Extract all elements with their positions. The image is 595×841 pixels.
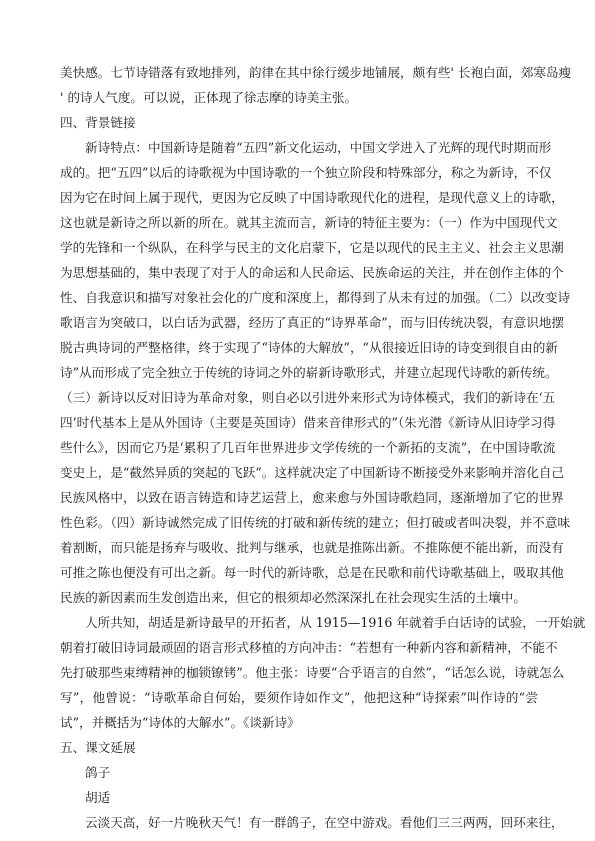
paragraph-line: 朝着打破旧诗词最顽固的语言形式移植的方向冲击：“若想有一种新内容和新精神，不能不 (60, 640, 558, 655)
poem-author: 胡适 (85, 790, 111, 805)
paragraph-line: 先打破那些束缚精神的枷锁镣铐”。他主张：诗要“合乎语言的自然”，“话怎么说，诗就怎么 (60, 665, 565, 680)
paragraph-line: 人所共知，胡适是新诗最早的开拓者，从 1915—1916 年就着手白话诗的试验，一开始就 (85, 615, 586, 630)
paragraph-line: 学的先锋和一个纵队，在科学与民主的文化启蒙下，它是以现代的民主主义、社会主义思潮 (60, 240, 564, 255)
paragraph-line: 可推之陈也便没有可出之新。每一时代的新诗歌，总是在民歌和前代诗歌基础上，吸取其他 (60, 565, 564, 580)
paragraph-line: 美快感。七节诗错落有致地排列，韵律在其中徐行缓步地铺展，颇有些' 长袍白面，郊寒岛瘦 (60, 65, 572, 80)
paragraph-line: 写”，他曾说：“诗歌革命自何始，要须作诗如作文”，他把这种“诗探索”叫作诗的“尝 (60, 690, 538, 705)
paragraph-line: 性色彩。（四）新诗诚然完成了旧传统的打破和新传统的建立；但打破或者叫决裂，并不意味 (60, 515, 571, 530)
section-heading: 四、背景链接 (60, 115, 136, 130)
paragraph-line: 脱古典诗词的严整格律，终于实现了“诗体的大解放”，“从很接近旧诗的诗变到很自由的新 (60, 340, 558, 355)
paragraph-line: 诗”从而形成了完全独立于传统的诗词之外的崭新诗歌形式，并建立起现代诗歌的新传统。 (60, 365, 558, 380)
paragraph-line: 为思想基础的，集中表现了对于人的命运和人民命运、民族命运的关注，并在创作主体的个 (60, 265, 564, 280)
paragraph-line: 新诗特点：中国新诗是随着“五四”新文化运动，中国文学进入了光辉的现代时期而形 (85, 140, 552, 155)
paragraph-line: 试”，并概括为“诗体的大解水”。《谈新诗》 (60, 715, 300, 730)
paragraph-line: 着割断，而只能是扬弃与吸收、批判与继承，也就是推陈出新。不推陈便不能出新，而没有 (60, 540, 564, 555)
section-heading: 五、课文延展 (60, 740, 136, 755)
paragraph-line: 民族的新因素而生发创造出来，但它的根须却必然深深扎在社会现实生活的土壤中。 (60, 590, 526, 605)
paragraph-line: （三）新诗以反对旧诗为革命对象，则自必以引进外来形式为诗体模式，我们的新诗在‘五 (60, 390, 556, 405)
paragraph-line: 民族风格中，以致在语言铸造和诗艺运营上，愈来愈与外国诗歌趋同，逐渐增加了它的世界 (60, 490, 564, 505)
poem-line: 云淡天高，好一片晚秋天气！有一群鸽子，在空中游戏。看他们三三两两，回环来往， (85, 815, 564, 830)
paragraph-line: 四’时代基本上是从外国诗（主要是英国诗）借来音律形式的”（朱光潜《新诗从旧诗学习得 (60, 415, 556, 430)
paragraph-line: 这也就是新诗之所以新的所在。就其主流而言，新诗的特征主要为：（一）作为中国现代文 (60, 215, 558, 230)
paragraph-line: 因为它在时间上属于现代，更因为它反映了中国诗歌现代化的进程，是现代意义上的诗歌， (60, 190, 564, 205)
paragraph-line: 变史上，是“截然异质的突起的飞跃”。这样就决定了中国新诗不断接受外来影响并溶化自己 (60, 465, 565, 480)
paragraph-line: 性、自我意识和描写对象社会化的广度和深度上，都得到了从未有过的加强。（二）以改变诗 (60, 290, 571, 305)
paragraph-line: 些什么》，因而它乃是‘累积了几百年世界进步文学传统的一个新拓的支流”，在中国诗歌流 (60, 440, 556, 455)
paragraph-line: 歌语言为突破口，以白话为武器，经历了真正的“诗界革命”，而与旧传统决裂，有意识地摆 (60, 315, 565, 330)
paragraph-line: 成的。把“五四”以后的诗歌视为中国诗歌的一个独立阶段和特殊部分，称之为新诗，不仅 (60, 165, 552, 180)
poem-title: 鸽子 (85, 765, 111, 780)
paragraph-line: ' 的诗人气度。可以说，正体现了徐志摩的诗美主张。 (60, 90, 358, 105)
